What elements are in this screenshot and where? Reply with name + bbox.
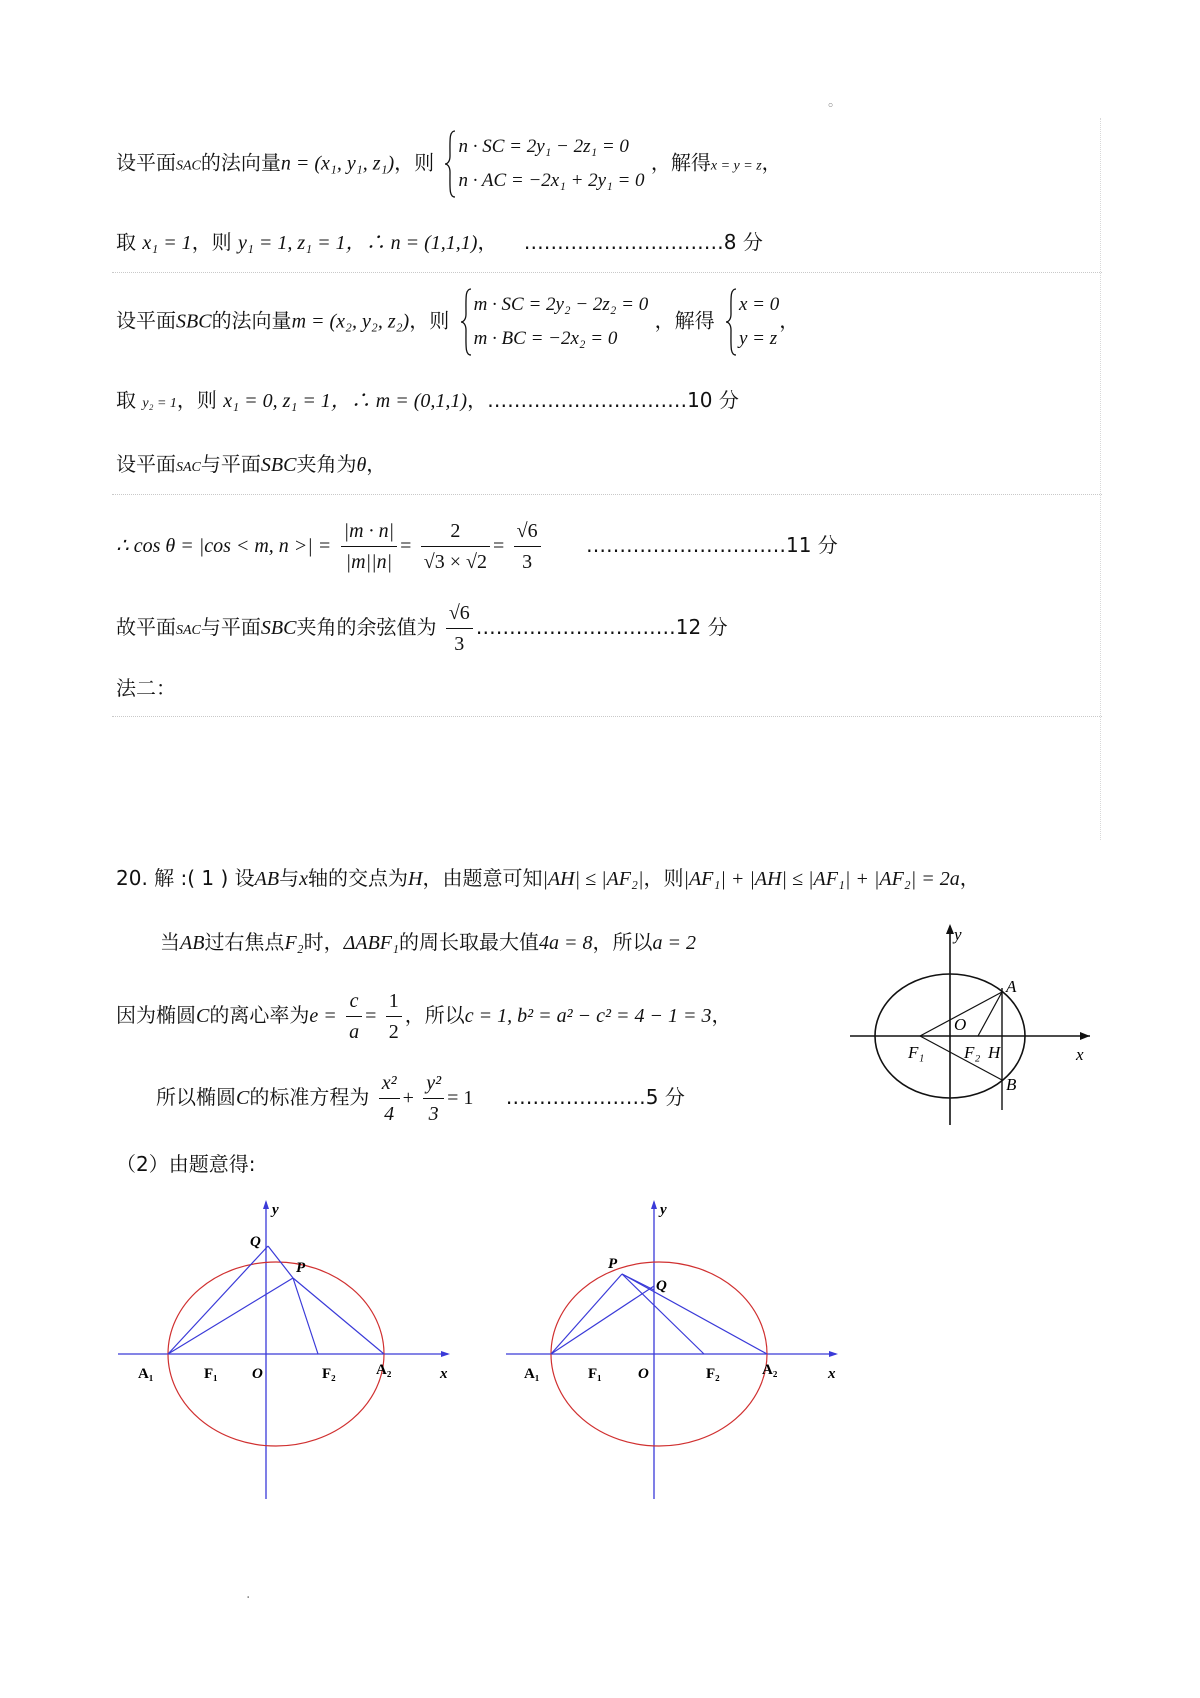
fraction — [346, 986, 362, 1047]
numerator: 2 — [421, 516, 490, 547]
label-o: O — [954, 1015, 967, 1034]
line-take-y2 — [116, 386, 739, 418]
text: 的法向量 — [200, 150, 281, 175]
math: y₁ = 1, z₁ = 1 — [238, 232, 346, 254]
plane-label: SAC — [176, 158, 201, 174]
text: ， — [711, 1003, 732, 1027]
text: ，解得 — [650, 150, 711, 175]
label-q: Q — [656, 1278, 667, 1294]
text: 夹角为 — [296, 452, 357, 476]
math: ，∴ m = (0,1,1) — [330, 390, 468, 412]
text: 所以椭圆 — [156, 1085, 236, 1109]
arrow-icon — [441, 1351, 450, 1357]
label-a1: A₁ — [524, 1366, 540, 1382]
text: ，则 — [191, 230, 232, 254]
text: 轴的交点为 — [308, 866, 408, 890]
label-o: O — [252, 1366, 263, 1382]
score: 10 分 — [687, 388, 739, 412]
text: ， — [477, 230, 498, 254]
text: 的离心率为 — [209, 1003, 310, 1027]
label-y: y — [954, 925, 962, 944]
math: = — [492, 535, 505, 557]
divider — [112, 272, 1102, 273]
line-conclusion — [116, 598, 728, 659]
label-x: x — [440, 1366, 448, 1382]
line-take-x1 — [116, 228, 763, 257]
question-number: 20. — [116, 866, 148, 890]
math: 4a = 8 — [538, 932, 593, 954]
vector-n: n = (x₁, y₁, z₁) — [280, 152, 395, 175]
line-standard-equation — [156, 1068, 685, 1129]
math: c = 1, b² = a² − c² = 4 − 1 = 3 — [464, 1005, 712, 1027]
math: ΔABF₁ — [343, 932, 399, 954]
math: y₂ = 1 — [142, 396, 177, 411]
math: |AF₁| + |AH| ≤ |AF₁| + |AF₂| = 2a — [683, 868, 960, 890]
math: = — [400, 535, 412, 557]
text: 取 — [116, 230, 136, 254]
equation-row: y = z — [738, 328, 778, 349]
arrow-icon — [946, 924, 954, 934]
line-max-perimeter — [160, 928, 696, 957]
fraction — [379, 1068, 400, 1129]
numerator: x² — [379, 1068, 400, 1099]
label-a1: A₁ — [138, 1366, 154, 1382]
line-p-a2 — [622, 1274, 767, 1354]
text: ， — [959, 866, 980, 890]
arrow-icon — [1080, 1032, 1090, 1040]
text: ，则 — [176, 388, 217, 412]
fraction — [514, 516, 541, 577]
math: = 1 — [447, 1087, 474, 1109]
math: a = 2 — [652, 932, 696, 954]
numerator: y² — [423, 1068, 444, 1099]
text: 时， — [303, 930, 344, 954]
corner-mark: 。 — [828, 94, 842, 110]
arrow-icon — [263, 1200, 269, 1209]
math: ，∴ n = (1,1,1) — [345, 232, 478, 254]
label-a2: A₂ — [762, 1362, 778, 1378]
line-angle-theta — [116, 450, 386, 482]
text: 与平面 — [200, 615, 261, 639]
score: 8 分 — [723, 230, 763, 254]
line-normal-vector-sbc — [116, 288, 799, 356]
line-cos-theta — [116, 516, 838, 577]
numerator: 1 — [386, 986, 402, 1017]
line-p-a2 — [293, 1278, 384, 1354]
text: 与 — [279, 866, 300, 890]
denominator: 3 — [522, 551, 533, 573]
score: 5 分 — [645, 1085, 685, 1109]
brace-icon — [444, 130, 456, 198]
label-p: P — [608, 1256, 618, 1272]
text: 因为椭圆 — [116, 1003, 196, 1027]
text: ，则 — [643, 866, 684, 890]
text: ， — [761, 150, 782, 175]
arrow-icon — [829, 1351, 838, 1357]
part-two-heading: （2）由题意得: — [116, 1152, 256, 1176]
line-eccentricity — [116, 986, 731, 1047]
leader-dots: ………………………… — [475, 615, 676, 639]
equation-row: m · BC = −2x₂ = 0 — [473, 328, 618, 349]
leader-dots: ，………………………… — [467, 388, 688, 412]
denominator: √3 × √2 — [423, 551, 487, 573]
text: 设平面 — [116, 150, 176, 175]
text: 故平面 — [116, 615, 176, 639]
text: 夹角的余弦值为 — [296, 615, 437, 639]
text: ， — [366, 452, 387, 476]
plane-label: SAC — [176, 460, 201, 475]
figure-ellipse-chord — [850, 920, 1100, 1130]
label-f1: F₁ — [204, 1366, 218, 1382]
numerator: √6 — [446, 598, 473, 629]
math: C — [196, 1005, 210, 1027]
fraction — [421, 516, 490, 577]
label-y: y — [660, 1202, 667, 1218]
label-h: H — [988, 1043, 1001, 1062]
equation-row: n · SC = 2y₁ − 2z₁ = 0 — [458, 136, 629, 157]
math: x₁ = 1 — [142, 232, 192, 254]
equation-row: m · SC = 2y₂ − 2z₂ = 0 — [473, 294, 649, 315]
denominator: 4 — [384, 1103, 395, 1125]
line-normal-vector-sac — [116, 130, 782, 198]
text: 过右焦点 — [204, 930, 285, 954]
denominator: 2 — [388, 1021, 399, 1043]
label-f1: F₁ — [588, 1366, 602, 1382]
math: θ — [356, 454, 367, 476]
text: ，所以 — [592, 930, 653, 954]
text: ， — [779, 308, 800, 333]
text: 当 — [160, 930, 180, 954]
divider — [112, 494, 1102, 495]
label-a: A — [1006, 977, 1017, 996]
numerator: |m · n| — [341, 516, 397, 547]
label-y: y — [272, 1202, 279, 1218]
math: F₂ — [284, 932, 304, 954]
equation-system — [444, 130, 644, 198]
figure-case-one — [118, 1194, 458, 1504]
label-b: B — [1006, 1075, 1017, 1094]
line-p-f2 — [293, 1278, 318, 1354]
brace-icon — [725, 288, 737, 356]
denominator: 3 — [454, 633, 465, 655]
text: ，所以 — [404, 1003, 465, 1027]
equation-row: x = 0 — [738, 294, 780, 315]
line-a1-p — [168, 1278, 293, 1354]
numerator: √6 — [514, 516, 541, 547]
plane-label: SAC — [176, 623, 201, 638]
fraction — [341, 516, 397, 577]
text: 设平面 — [116, 308, 176, 333]
text: ，则 — [409, 308, 450, 333]
plane-label: SBC — [176, 310, 212, 333]
text: 的标准方程为 — [249, 1085, 370, 1109]
denominator: 3 — [428, 1103, 439, 1125]
method-two-heading: 法二： — [116, 676, 176, 700]
label-x: x — [828, 1366, 836, 1382]
text: 解 :( 1 ) 设 — [154, 866, 255, 890]
label-o: O — [638, 1366, 649, 1382]
text: 设平面 — [116, 452, 176, 476]
math: x — [299, 868, 308, 890]
divider — [112, 716, 1102, 717]
line-problem-20 — [116, 864, 980, 893]
label-f2: F₂ — [706, 1366, 720, 1382]
label-q: Q — [250, 1234, 261, 1250]
solution-system — [725, 288, 779, 356]
leader-dots: ………………………… — [523, 230, 724, 254]
brace-icon — [460, 288, 472, 356]
math: = — [365, 1005, 377, 1027]
plane-label: SBC — [260, 454, 297, 476]
math: AB — [180, 932, 205, 954]
plane-label: SBC — [260, 617, 297, 639]
denominator: a — [349, 1021, 360, 1043]
equation-row: n · AC = −2x₁ + 2y₁ = 0 — [458, 170, 645, 191]
footer-mark: . — [246, 1586, 251, 1602]
text: ，则 — [394, 150, 435, 175]
text: 的法向量 — [211, 308, 292, 333]
text: ，由题意可知 — [422, 866, 543, 890]
math: x₁ = 0, z₁ = 1 — [223, 390, 331, 412]
label-a2: A₂ — [376, 1362, 392, 1378]
solution: x = y = z — [710, 158, 762, 174]
label-x: x — [1076, 1045, 1084, 1064]
fraction — [423, 1068, 444, 1129]
math: C — [236, 1087, 250, 1109]
numerator: c — [346, 986, 362, 1017]
text: 与平面 — [200, 452, 261, 476]
leader-dots: ………………… — [505, 1085, 646, 1109]
denominator: |m||n| — [345, 551, 393, 573]
text: 的周长取最大值 — [398, 930, 539, 954]
label-f1: F₁ — [908, 1043, 925, 1062]
math: H — [408, 868, 423, 890]
score: 11 分 — [785, 533, 838, 557]
score: 12 分 — [675, 615, 728, 639]
fraction — [386, 986, 402, 1047]
figure-case-two — [506, 1194, 846, 1504]
vector-m: m = (x₂, y₂, z₂) — [291, 310, 410, 333]
label-f2: F₂ — [322, 1366, 336, 1382]
arrow-icon — [651, 1200, 657, 1209]
leader-dots: ………………………… — [585, 533, 786, 557]
math: AB — [254, 868, 280, 890]
label-f2: F₂ — [964, 1043, 981, 1062]
label-p: P — [296, 1260, 306, 1276]
math: + — [402, 1087, 414, 1109]
line-a1-q — [168, 1246, 268, 1354]
math: |AH| ≤ |AF₂| — [542, 868, 644, 890]
text: 取 — [116, 388, 136, 412]
margin-guide — [1100, 118, 1101, 840]
fraction — [446, 598, 473, 659]
math: ∴ cos θ = |cos < m, n >| = — [116, 535, 332, 557]
math: e = — [309, 1005, 337, 1027]
text: ，解得 — [654, 308, 715, 333]
equation-system — [460, 288, 649, 356]
